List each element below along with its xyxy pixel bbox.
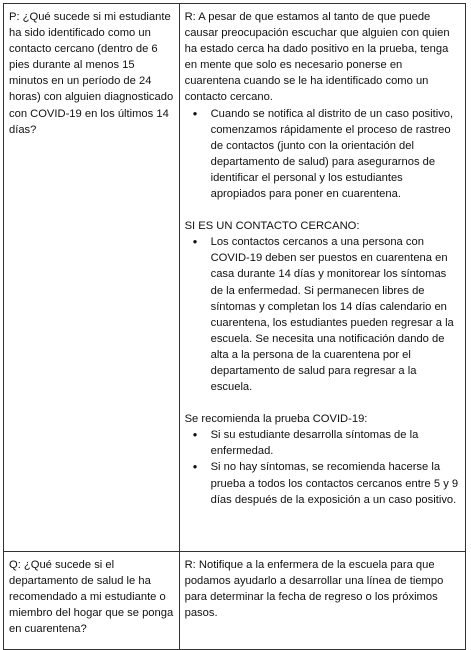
bullet-list [185, 427, 460, 507]
testing-heading: Se recomienda la prueba COVID-19: [184, 413, 368, 426]
faq-row [4, 4, 466, 552]
question-text: Q: ¿Qué sucede si el departamento de salud le ha recomendado a mi estudiante o miembro del hogar que se ponga en cuarentena? [9, 559, 174, 636]
answer-intro: R: Notifique a la enfermera de la escuela para que podamos ayudarlo a desarrollar una línea de tiempo para determinar la fecha de regreso o los próximos pasos. [184, 559, 444, 620]
bullet-item: ● Los contactos cercanos a una persona con COVID-19 deben ser puestos en cuarentena en casa durante 14 días y monitorear los síntomas de la enfermedad. Si permanecen libres de síntomas y completan los 14 días calendario en cuarentena, los estudiantes pueden regresar a la escuela. Se necesita una notificación dando de alta a la persona de la cuarentena por el departamento de salud para regresar a la escuela. [211, 234, 460, 395]
bullet-list [185, 234, 460, 395]
bullet-item: ● Cuando se notifica al distrito de un caso positivo, comenzamos rápidamente el proceso de rastreo de contactos (junto con la orientación del departamento de salud) para asegurarnos de identificar el personal y los estudiantes apropiados para poner en cuarentena. [211, 106, 460, 203]
question-cell [4, 4, 180, 552]
question-text: P: ¿Qué sucede si mi estudiante ha sido identificado como un contacto cercano (dentro de 6 pies durante al menos 15 minutos en un período de 24 horas) con alguien diagnosticado con COVID-19 en los últimos 14 días? [9, 11, 174, 136]
answer-cell [179, 4, 465, 552]
bullet-list [185, 106, 460, 203]
answer-cell [179, 552, 465, 650]
faq-table [3, 3, 466, 650]
bullet-item: ● Si no hay síntomas, se recomienda hacerse la prueba a todos los contactos cercanos entre 5 y 9 días después de la exposición a un caso positivo. [211, 459, 460, 507]
bullet-item: ● Si su estudiante desarrolla síntomas de la enfermedad. [211, 427, 460, 459]
answer-intro: R: A pesar de que estamos al tanto de que puede causar preocupación escuchar que alguien con quien ha estado cerca ha dado positivo en la prueba, tenga en mente que solo es necesario ponerse en cuarentena cuando se le ha identificado como un contacto cercano. [184, 11, 450, 104]
close-contact-heading: SI ES UN CONTACTO CERCANO: [184, 220, 360, 233]
question-cell [4, 552, 180, 650]
faq-row [4, 552, 466, 650]
